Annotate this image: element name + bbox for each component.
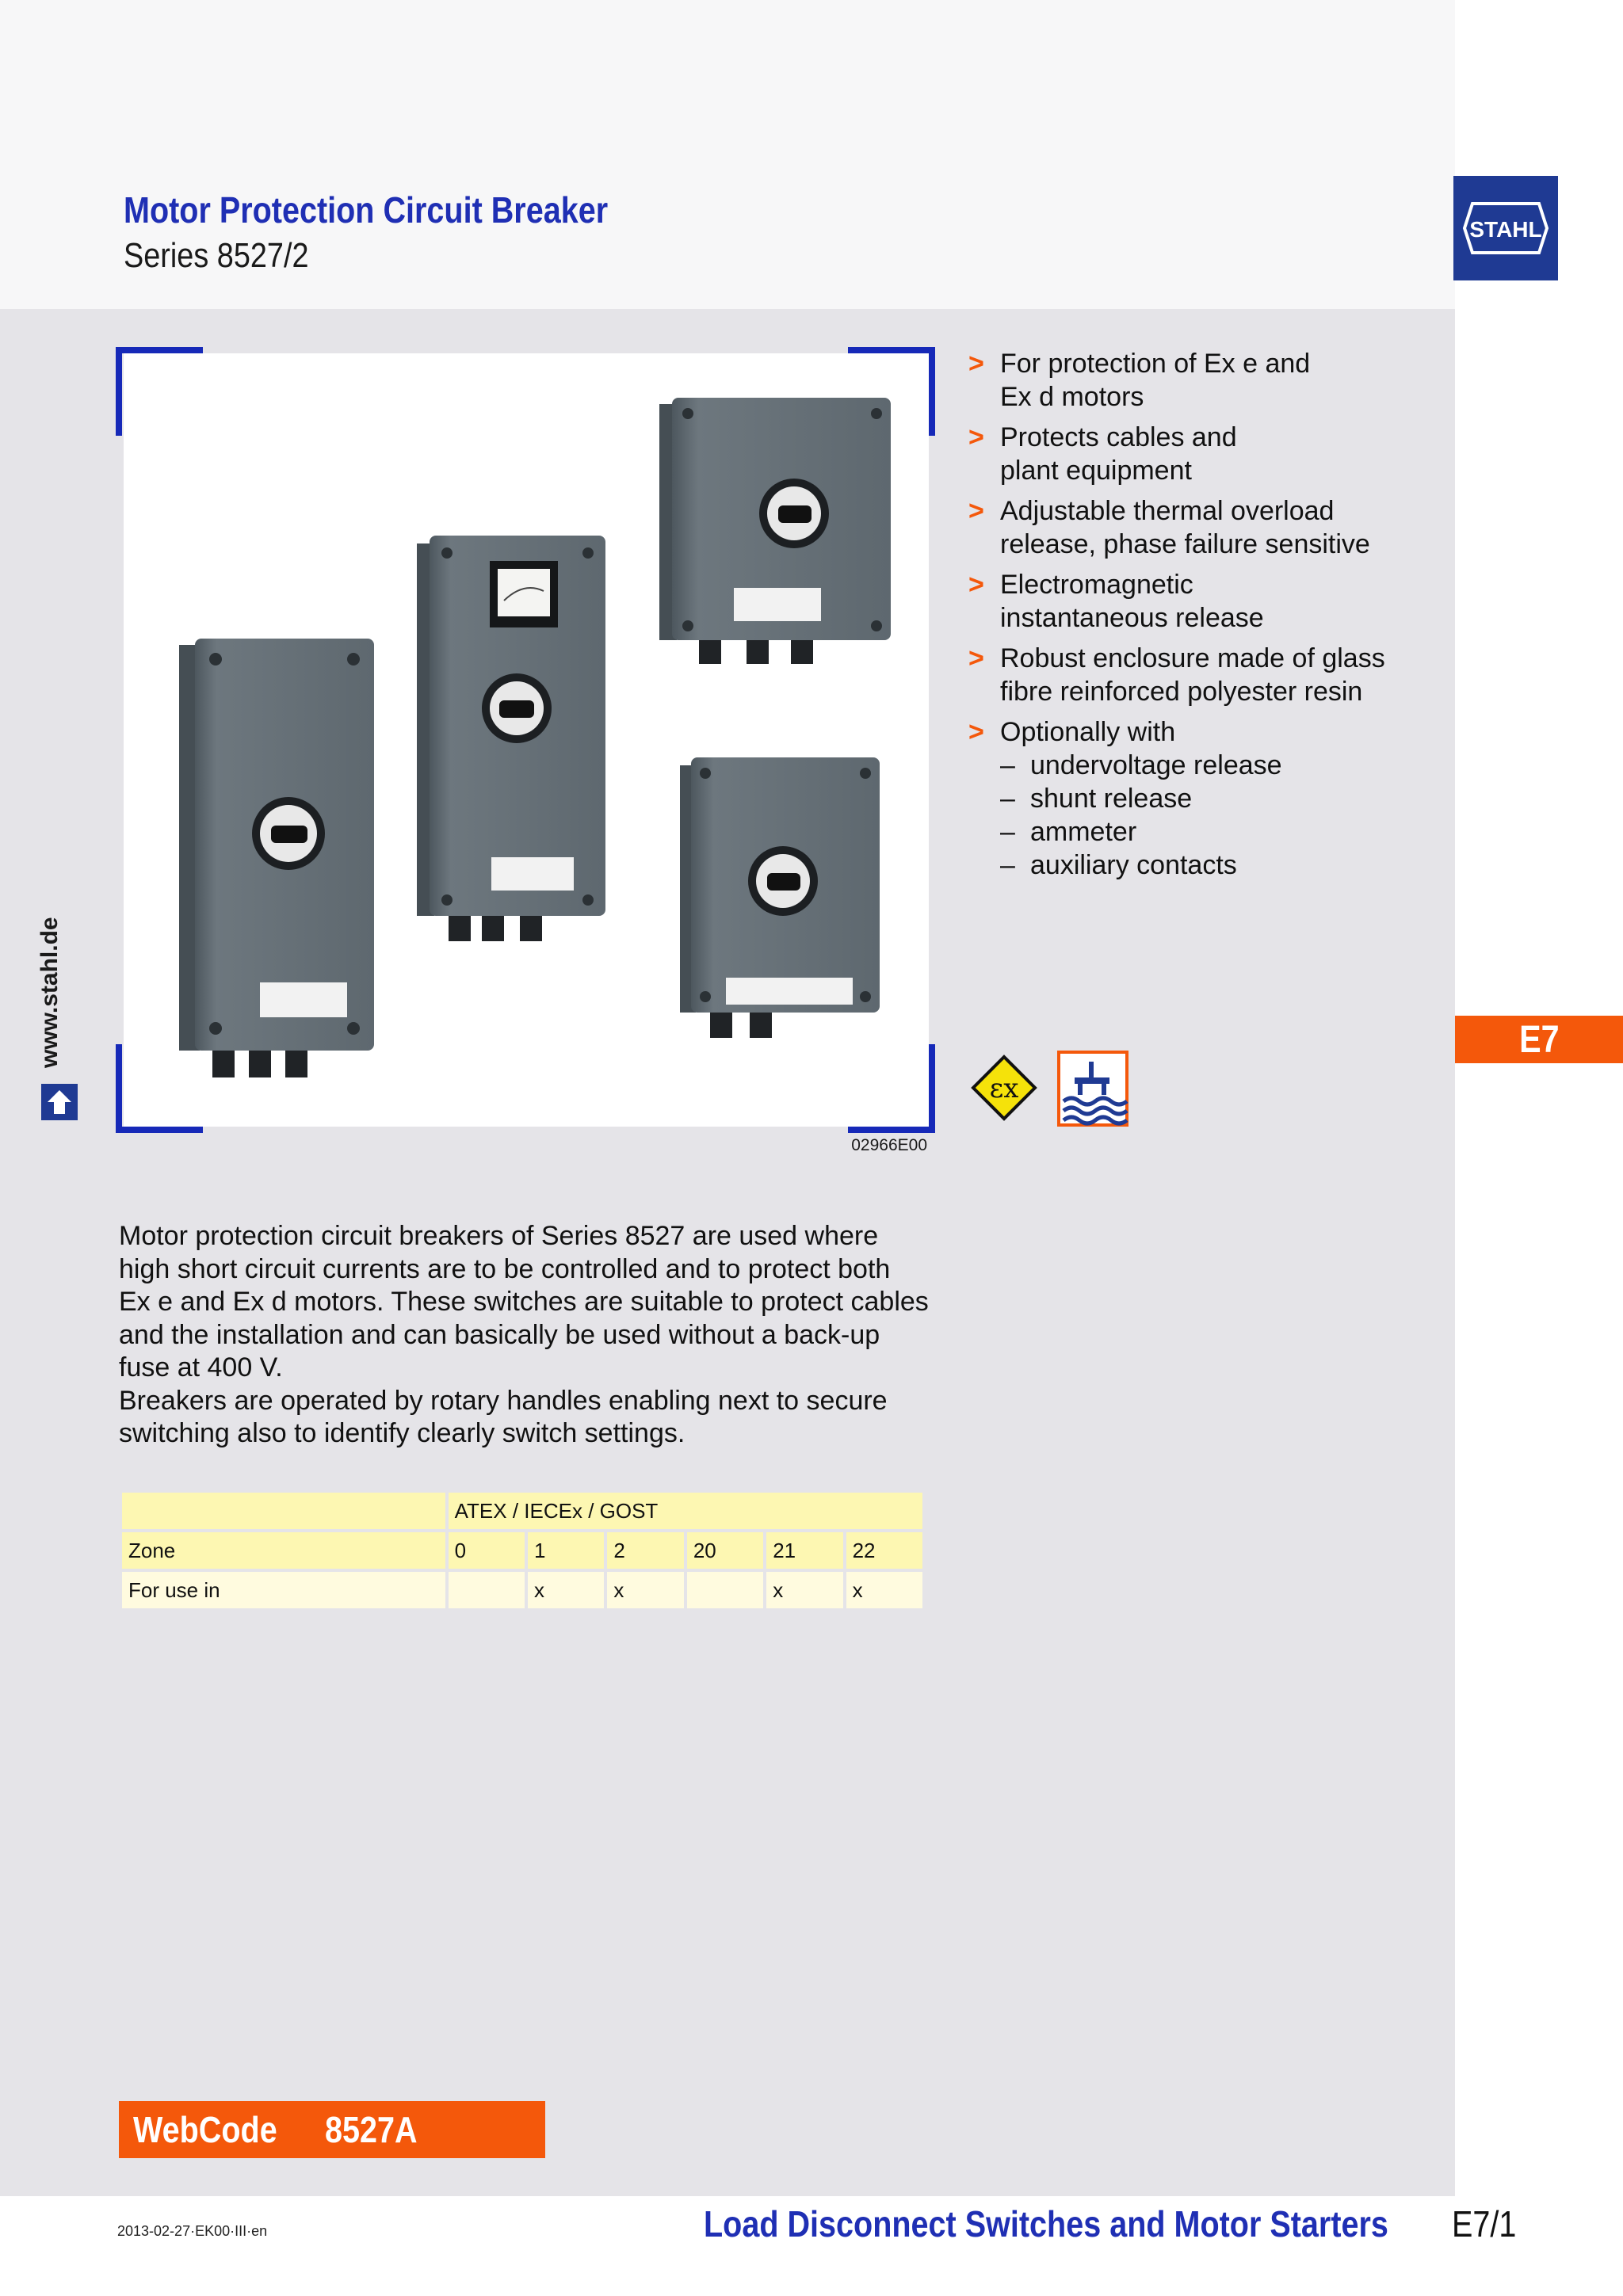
table-cell: 1: [528, 1532, 604, 1569]
website-url[interactable]: www.stahl.de: [36, 917, 63, 1068]
photo-frame-corner: [116, 347, 203, 436]
feature-item: > For protection of Ex e and Ex d motors: [968, 349, 1311, 412]
table-cell: Zone: [122, 1532, 445, 1569]
feature-list: [968, 347, 1428, 882]
svg-text:εx: εx: [989, 1073, 1019, 1104]
table-cell: 20: [687, 1532, 763, 1569]
enclosure-with-ammeter: [417, 536, 605, 941]
option-item: – undervoltage release: [1000, 750, 1282, 780]
description-text: Motor protection circuit breakers of Series 8527 are used where high short circuit currents are to be controlled and to protect both Ex e and Ex d motors. These switches are suitable to protect cables and the installation and can basically be used without a back-up fuse at 400 V. Breakers are operated by rotary handles enabling next to secure switching also to identify clearly switch settings.: [119, 1221, 929, 1448]
table-row: [122, 1493, 922, 1529]
bullet-marker: >: [968, 422, 984, 452]
table-cell: 2: [607, 1532, 683, 1569]
zone-table: [119, 1489, 926, 1611]
feature-item: > Optionally with: [968, 717, 1176, 747]
photo-frame-corner: [848, 347, 935, 436]
breaker-enclosures-illustration: [124, 353, 929, 1127]
feature-item: > Adjustable thermal overload release, phase failure sensitive: [968, 496, 1370, 559]
page-title: Motor Protection Circuit Breaker: [124, 189, 609, 231]
ex-atex-icon: [970, 1054, 1038, 1122]
feature-item: > Robust enclosure made of glass fibre reinforced polyester resin: [968, 643, 1385, 707]
photo-frame-corner: [848, 1044, 935, 1133]
table-cell: [122, 1493, 445, 1529]
table-cell: [449, 1572, 525, 1608]
footer-title: Load Disconnect Switches and Motor Starters: [704, 2203, 1388, 2245]
photo-frame-corner: [116, 1044, 203, 1133]
option-item: – ammeter: [1000, 817, 1137, 847]
feature-item: > Protects cables and plant equipment: [968, 422, 1237, 486]
table-row: [122, 1572, 922, 1608]
webcode-badge[interactable]: [119, 2101, 545, 2158]
enclosure-large: [179, 639, 374, 1077]
table-cell: x: [766, 1572, 842, 1608]
table-header: ATEX / IECEx / GOST: [449, 1493, 922, 1529]
bullet-marker: >: [968, 349, 984, 379]
table-cell: 22: [846, 1532, 922, 1569]
bullet-marker: >: [968, 643, 984, 673]
webcode-label: WebCode: [133, 2109, 277, 2150]
option-item: – auxiliary contacts: [1000, 850, 1237, 880]
enclosure-small-top: [659, 398, 891, 664]
up-arrow-icon[interactable]: [41, 1084, 78, 1120]
table-cell: x: [607, 1572, 683, 1608]
table-cell: 0: [449, 1532, 525, 1569]
stahl-logo: [1453, 176, 1558, 280]
table-cell: For use in: [122, 1572, 445, 1608]
feature-item: > Electromagnetic instantaneous release: [968, 570, 1264, 633]
bullet-marker: >: [968, 496, 984, 526]
table-cell: x: [846, 1572, 922, 1608]
enclosure-small-bottom: [680, 757, 880, 1038]
table-cell: x: [528, 1572, 604, 1608]
bullet-marker: >: [968, 570, 984, 600]
logo-text: STAHL: [1469, 217, 1542, 242]
section-tab: E7: [1455, 1016, 1623, 1063]
page-subtitle: Series 8527/2: [124, 236, 309, 275]
table-cell: [687, 1572, 763, 1608]
webcode-value: 8527A: [325, 2109, 418, 2150]
table-row: [122, 1532, 922, 1569]
offshore-marine-icon: [1057, 1051, 1128, 1127]
footer-date: 2013-02-27·EK00·III·en: [117, 2223, 268, 2239]
table-cell: 21: [766, 1532, 842, 1569]
option-item: – shunt release: [1000, 784, 1193, 814]
product-photo: [124, 353, 929, 1127]
photo-code: 02966E00: [851, 1136, 927, 1154]
page-number: E7/1: [1452, 2203, 1517, 2245]
bullet-marker: >: [968, 717, 984, 747]
